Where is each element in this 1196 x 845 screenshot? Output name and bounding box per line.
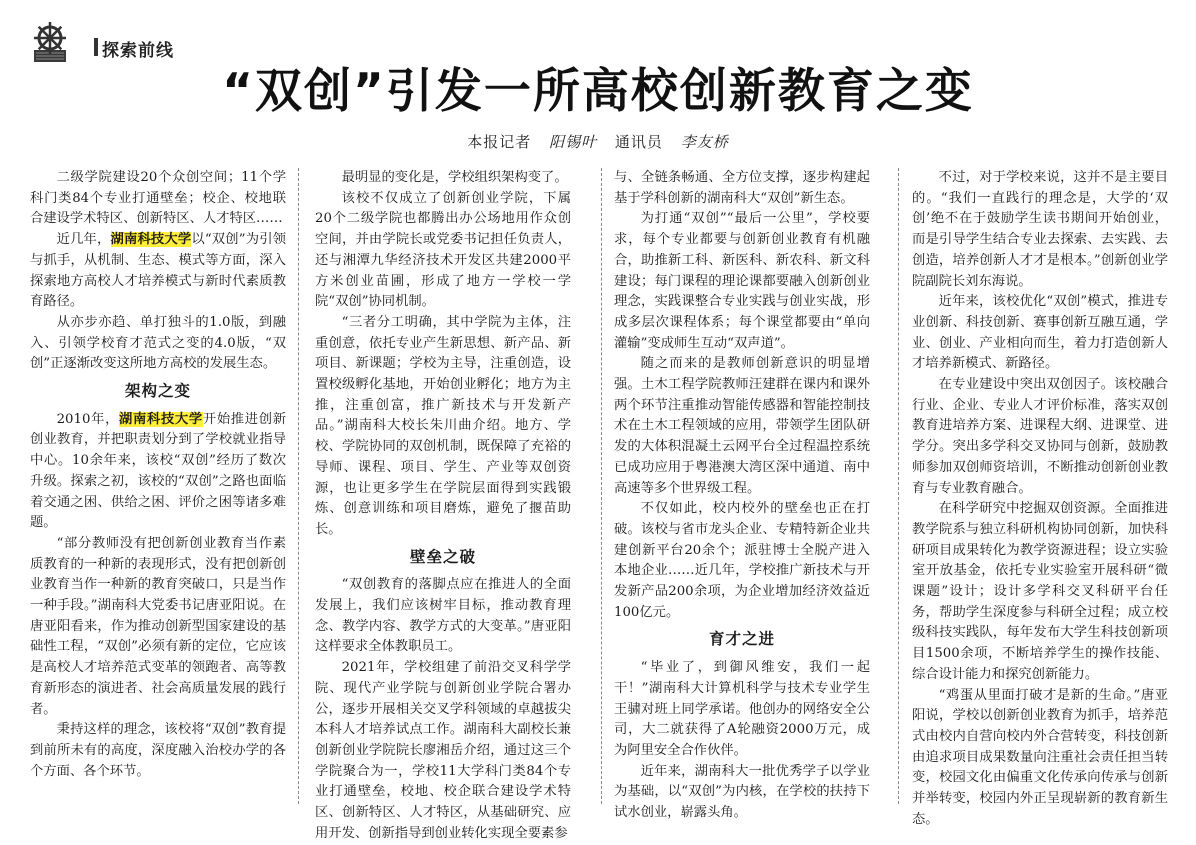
paragraph: 二级学院建设20个众创空间；11个学科门类84个专业打通壁垒；校企、校地联合建设学术特区、创新特区、人才特区……: [30, 170, 286, 227]
paragraph: 为打通“双创”“最后一公里”，学校要求，每个专业都要与创新创业教育有机融合，助推新工科、新医科、新农科、新文科建设；每门课程的理论课都要融入创新创业理念，实践课整合专业实践与创业实战，形成多层次课程体系；每个课堂都要由“单向灌输”变成师生互动“双声道”。: [614, 211, 870, 351]
paragraph: 近年来，该校优化“双创”模式，推进专业创新、科技创新、赛事创新互融互通，学业、创业、产业相向而生，着力打造创新人才培养新模式、新路径。: [912, 294, 1168, 372]
correspondent-name: 李友桥: [680, 133, 729, 151]
paragraph: “毕业了，到御风维安，我们一起干！”湖南科大计算机科学与技术专业学生王骕对班上同学承诺。他创办的网络安全公司，大二就获得了A轮融资2000万元，成为阿里安全合作伙伴。: [614, 660, 870, 758]
section-label: 探索前线: [102, 41, 174, 61]
paragraph: 在科学研究中挖掘双创资源。全面推进教学院系与独立科研机构协同创新，加快科研项目成果转化为教学资源进程；设立实验室开放基金，依托专业实验室开展科研“微课题”设计；设计多学科交叉科研平台任务，帮助学生深度参与科研全过程；成立校级科技实践队，每年发布大学生科技创新项目1500余项，不断培养学生的操作技能、综合设计能力和探究创新能力。: [912, 501, 1168, 682]
section-heading: 育才之进: [708, 630, 775, 649]
paragraph: 近几年，湖南科技大学以“双创”为引领与抓手，从机制、生态、模式等方面，深入探索地方高校人才培养模式与新时代素质教育路径。: [30, 232, 286, 310]
article-body: [30, 168, 1180, 841]
paragraph: “部分教师没有把创新创业教育当作素质教育的一种新的表现形式，没有把创新创业教育当作一种新的教育突破口，只是当作一种手段。”湖南科大党委书记唐亚阳说。在唐亚阳看来，作为推动创新型国家建设的基础性工程，“双创”必须有新的定位，它应该是高校人才培养范式变革的领跑者、高等教育新形态的演进者、社会高质量发展的践行者。: [30, 535, 286, 717]
paragraph: 从亦步亦趋、单打独斗的1.0版，到融入、引领学校育才范式之变的4.0版，“双创”正逐渐改变这所地方高校的发展生态。: [30, 314, 286, 372]
reporter-label: 本报记者: [467, 133, 532, 151]
paragraph: 近年来，湖南科大一批优秀学子以学业为基础，以“双创”为内核，在学校的扶持下试水创业，崭露头角。: [614, 763, 870, 821]
correspondent-label: 通讯员: [614, 133, 663, 151]
paragraph: 秉持这样的理念，该校将“双创”教育提到前所未有的高度，深度融入治校办学的各个方面、各个环节。: [30, 722, 286, 779]
paragraph: 2010年，湖南科技大学开始推进创新创业教育，并把职责划分到了学校就业指导中心。10余年来，该校“双创”经历了数次升级。探索之初，该校的“双创”之路也面临着交通之困、供给之困、评价之困等诸多难题。: [30, 411, 286, 531]
reporter-name: 阳锡叶: [549, 133, 598, 151]
paragraph: 不仅如此，校内校外的壁垒也正在打破。该校与省市龙头企业、专精特新企业共建创新平台20余个；派驻博士全脱产进入本地企业……近几年，学校推广新技术与开发新产品200余项，为企业增加经济效益近100亿元。: [614, 501, 870, 620]
column-2: [315, 168, 571, 841]
section-heading: 架构之变: [124, 382, 191, 401]
paragraph: 最明显的变化是，学校组织架构变了。: [341, 170, 568, 185]
column-4: [912, 168, 1168, 827]
article-title: “双创”引发一所高校创新教育之变: [222, 64, 974, 119]
paragraph: 2021年，学校组建了前沿交叉科学学院、现代产业学院与创新创业学院合署办公，逐步开展相关交叉学科领域的卓越拔尖本科人才培养试点工作。湖南科大副校长兼创新创业学院院长廖湘岳介绍，通过这三个学院聚合为一，学校11大学科门类84个专业打通壁垒，校地、校企联合建设学术特区、创新特区、人才特区，从基础研究、应用开发、创新指导到创业转化实现全要素参: [315, 660, 571, 841]
paragraph: 该校不仅成立了创新创业学院，下属20个二级学院也都腾出办公场地用作众创空间，并由学院长或党委书记担任负责人，还与湘潭九华经济技术开发区共建2000平方米创业苗圃，形成了地方一学校一学院“双创”协同机制。: [315, 190, 571, 310]
column-1: [30, 168, 286, 804]
highlight-university: 湖南科技大学: [110, 232, 192, 248]
column-3: [614, 168, 870, 821]
byline: [0, 131, 1196, 152]
paragraph: 与、全链条畅通、全方位支撑，逐步构建起基于学科创新的湖南科大“双创”新生态。: [614, 170, 870, 206]
section-heading: 壁垒之破: [409, 547, 476, 566]
highlight-university: 湖南科技大学: [119, 411, 203, 427]
paragraph: “三者分工明确，其中学院为主体，注重创意，依托专业产生新思想、新产品、新项目、新课题；学校为主导，注重创造，设置校级孵化基地，开始创业孵化；地方为主推，注重创富，推广新技术与开发新产品。”湖南科大校长朱川曲介绍。地方、学校、学院协同的双创机制，既保障了充裕的导师、课程、项目、学生、产业等双创资源，也让更多学生在学院层面得到实践锻炼、创意训练和项目磨炼，避免了揠苗助长。: [315, 314, 571, 537]
paragraph: 随之而来的是教师创新意识的明显增强。土木工程学院教师汪建群在课内和课外两个环节注重推动智能传感器和智能控制技术在土木工程领域的应用，带领学生团队研发的大体积混凝土云网平台全过程温控系统已成功应用于粤港澳大湾区深中通道、南中高速等多个世界级工程。: [614, 356, 870, 496]
paragraph: “鸡蛋从里面打破才是新的生命。”唐亚阳说，学校以创新创业教育为抓手，培养范式由校内自营向校内外合营转变，科技创新由追求项目成果数量向注重社会责任担当转变，校园文化由偏重文化传承向传承与创新并举转变，校园内外正呈现崭新的教育新生态。: [912, 687, 1168, 827]
paragraph: 在专业建设中突出双创因子。该校融合行业、企业、专业人才评价标准，落实双创教育进培养方案、进课程大纲、进课堂、进学分。突出多学科交叉协同与创新，鼓励教师参加双创师资培训，不断推动创新创业教育与专业教育融合。: [912, 377, 1168, 496]
paragraph: “双创教育的落脚点应在推进人的全面发展上，我们应该树牢目标，推动教育理念、教学内容、教学方式的大变革。”唐亚阳这样要求全体教职员工。: [315, 577, 571, 655]
paragraph: 不过，对于学校来说，这并不是主要目的。“我们一直践行的理念是，大学的‘双创’绝不在于鼓励学生读书期间开始创业，而是引导学生结合专业去探索、去实践、去创造，培养创新人才才是根本。”创新创业学院副院长刘东海说。: [912, 170, 1168, 289]
